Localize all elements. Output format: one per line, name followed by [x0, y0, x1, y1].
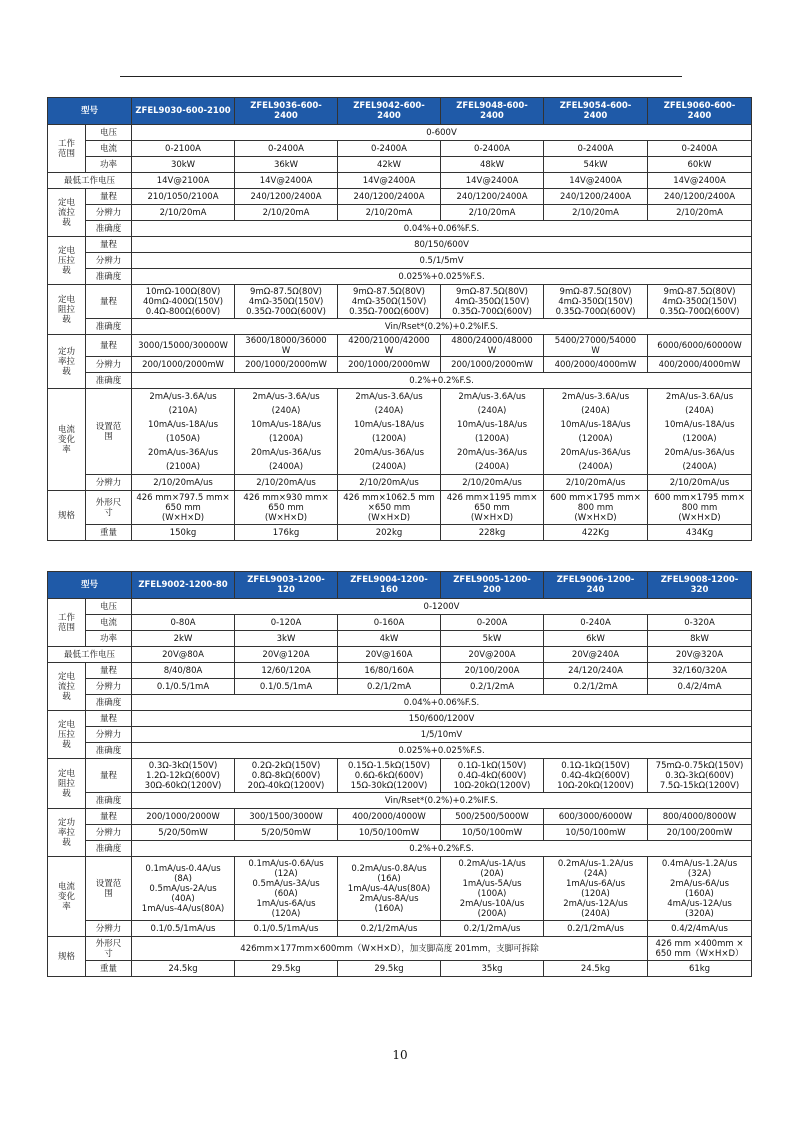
row-label: 功率 — [86, 157, 132, 173]
row-label: 分辨力 — [86, 205, 132, 221]
cell: 0.2Ω-2kΩ(150V) 0.8Ω-8kΩ(600V) 20Ω-40kΩ(1200V) — [235, 759, 338, 793]
row-label: 重量 — [86, 525, 132, 541]
cell: 150kg — [132, 525, 235, 541]
cell: 54kW — [544, 157, 648, 173]
model-name: ZFEL9005-1200- 200 — [441, 572, 544, 599]
header-row — [48, 98, 752, 125]
cell: 0.5/1/5mV — [132, 253, 752, 269]
cell: 14V@2400A — [338, 173, 441, 189]
cell: 6kW — [544, 631, 648, 647]
model-name: ZFEL9004-1200- 160 — [338, 572, 441, 599]
row-label: 量程 — [86, 335, 132, 357]
spec-table-600v — [47, 97, 752, 541]
table-row — [48, 711, 752, 727]
cell: 200/1000/2000mW — [338, 357, 441, 373]
top-rule — [120, 76, 682, 77]
row-label: 分辨力 — [86, 253, 132, 269]
cell: 12/60/120A — [235, 663, 338, 679]
group-label: 工作 范围 — [48, 125, 86, 173]
table-row — [48, 857, 752, 921]
table-row — [48, 173, 752, 189]
cell: 0-2400A — [441, 141, 544, 157]
table-row — [48, 793, 752, 809]
cell: 2/10/20mA/us — [235, 475, 338, 491]
group-label: 定电 压拉 载 — [48, 711, 86, 759]
table-row — [48, 357, 752, 373]
spec-table-1200v — [47, 571, 752, 977]
table-row — [48, 125, 752, 141]
cell: 30kW — [132, 157, 235, 173]
cell: 9mΩ-87.5Ω(80V) 4mΩ-350Ω(150V) 0.35Ω-700Ω(600V) — [544, 285, 648, 319]
group-label: 定电 流拉 载 — [48, 663, 86, 711]
table-row — [48, 475, 752, 491]
cell: 0-160A — [338, 615, 441, 631]
cell: 14V@2400A — [235, 173, 338, 189]
table-row — [48, 189, 752, 205]
cell: 0-200A — [441, 615, 544, 631]
cell: 240/1200/2400A — [338, 189, 441, 205]
cell: 4800/24000/48000 W — [441, 335, 544, 357]
table-row — [48, 269, 752, 285]
table-row — [48, 937, 752, 961]
cell: 0-80A — [132, 615, 235, 631]
row-label: 量程 — [86, 711, 132, 727]
model-name: ZFEL9036-600- 2400 — [235, 98, 338, 125]
table-row — [48, 141, 752, 157]
row-label: 电压 — [86, 599, 132, 615]
row-label: 准确度 — [86, 269, 132, 285]
cell: 200/1000/2000mW — [235, 357, 338, 373]
row-label: 准确度 — [86, 695, 132, 711]
cell: 200/1000/2000mW — [441, 357, 544, 373]
cell: 426 mm×930 mm× 650 mm (W×H×D) — [235, 491, 338, 525]
model-name: ZFEL9002-1200-80 — [132, 572, 235, 599]
cell: 0.2mA/us-1.2A/us (24A) 1mA/us-6A/us (120A) 2mA/us-12A/us (240A) — [544, 857, 648, 921]
table-row — [48, 759, 752, 793]
model-name: ZFEL9060-600- 2400 — [648, 98, 752, 125]
table-row — [48, 679, 752, 695]
cell: 240/1200/2400A — [441, 189, 544, 205]
cell: 2mA/us-3.6A/us (240A) 10mA/us-18A/us (1200A) 20mA/us-36A/us (2400A) — [235, 389, 338, 475]
group-label: 定电 压拉 载 — [48, 237, 86, 285]
cell: 2/10/20mA/us — [441, 475, 544, 491]
row-label: 外形尺 寸 — [86, 491, 132, 525]
cell: 0-240A — [544, 615, 648, 631]
cell: 0.1mA/us-0.4A/us (8A) 0.5mA/us-2A/us (40A) 1mA/us-4A/us(80A) — [132, 857, 235, 921]
table-row — [48, 491, 752, 525]
cell: 0.4mA/us-1.2A/us (32A) 2mA/us-6A/us (160A) 4mA/us-12A/us (320A) — [648, 857, 752, 921]
row-label: 量程 — [86, 237, 132, 253]
cell: 0.2/1/2mA — [441, 679, 544, 695]
cell: 20/100/200mW — [648, 825, 752, 841]
table-row — [48, 825, 752, 841]
group-label: 电流 变化 率 — [48, 389, 86, 491]
cell: 16/80/160A — [338, 663, 441, 679]
cell: 400/2000/4000W — [338, 809, 441, 825]
group-label: 定功 率拉 载 — [48, 809, 86, 857]
cell: 14V@2100A — [132, 173, 235, 189]
cell: 800/4000/8000W — [648, 809, 752, 825]
row-label: 分辨力 — [86, 679, 132, 695]
model-name: ZFEL9048-600- 2400 — [441, 98, 544, 125]
cell: 0.1Ω-1kΩ(150V) 0.4Ω-4kΩ(600V) 10Ω-20kΩ(1200V) — [544, 759, 648, 793]
table-row — [48, 841, 752, 857]
table-row — [48, 237, 752, 253]
row-label: 电流 — [86, 141, 132, 157]
cell: 0.1/0.5/1mA — [235, 679, 338, 695]
row-label: 设置范 围 — [86, 389, 132, 475]
cell: 0.025%+0.025%F.S. — [132, 269, 752, 285]
cell: 8kW — [648, 631, 752, 647]
table-row — [48, 205, 752, 221]
cell: 20/100/200A — [441, 663, 544, 679]
cell: 4kW — [338, 631, 441, 647]
cell: 0.04%+0.06%F.S. — [132, 695, 752, 711]
cell: 0.15Ω-1.5kΩ(150V) 0.6Ω-6kΩ(600V) 15Ω-30kΩ(1200V) — [338, 759, 441, 793]
cell: 0.4/2/4mA — [648, 679, 752, 695]
cell: 0.1/0.5/1mA/us — [235, 921, 338, 937]
table-row — [48, 285, 752, 319]
cell: 400/2000/4000mW — [648, 357, 752, 373]
cell: 24/120/240A — [544, 663, 648, 679]
cell: 0.1/0.5/1mA — [132, 679, 235, 695]
cell: 2kW — [132, 631, 235, 647]
table-row — [48, 373, 752, 389]
cell: 426 mm×1195 mm× 650 mm (W×H×D) — [441, 491, 544, 525]
table-row — [48, 157, 752, 173]
row-label: 准确度 — [86, 221, 132, 237]
cell: 20V@200A — [441, 647, 544, 663]
group-label: 工作 范围 — [48, 599, 86, 647]
cell: 0-2400A — [648, 141, 752, 157]
voltage-value: 0-1200V — [132, 599, 752, 615]
cell: 20V@120A — [235, 647, 338, 663]
cell: 426mm×177mm×600mm（W×H×D），加支脚高度 201mm，支脚可拆除 — [132, 937, 648, 961]
cell: 3000/15000/30000W — [132, 335, 235, 357]
row-label: 最低工作电压 — [48, 647, 132, 663]
row-label: 准确度 — [86, 319, 132, 335]
group-label: 规格 — [48, 491, 86, 541]
cell: 10/50/100mW — [441, 825, 544, 841]
row-label: 量程 — [86, 285, 132, 319]
cell: 29.5kg — [338, 961, 441, 977]
row-label: 外形尺 寸 — [86, 937, 132, 961]
cell: 32/160/320A — [648, 663, 752, 679]
cell: 500/2500/5000W — [441, 809, 544, 825]
model-name: ZFEL9042-600- 2400 — [338, 98, 441, 125]
cell: 10/50/100mW — [338, 825, 441, 841]
table-row — [48, 599, 752, 615]
cell: 5kW — [441, 631, 544, 647]
group-label: 定电 阻拉 载 — [48, 759, 86, 809]
cell: 2/10/20mA/us — [338, 475, 441, 491]
cell: 176kg — [235, 525, 338, 541]
cell: 0.3Ω-3kΩ(150V) 1.2Ω-12kΩ(600V) 30Ω-60kΩ(1200V) — [132, 759, 235, 793]
model-name: ZFEL9006-1200- 240 — [544, 572, 648, 599]
table-row — [48, 961, 752, 977]
cell: 3kW — [235, 631, 338, 647]
cell: 0.2mA/us-1A/us (20A) 1mA/us-5A/us (100A) 2mA/us-10A/us (200A) — [441, 857, 544, 921]
model-name: ZFEL9030-600-2100 — [132, 98, 235, 125]
cell: 200/1000/2000mW — [132, 357, 235, 373]
cell: 3600/18000/36000 W — [235, 335, 338, 357]
cell: 426 mm×797.5 mm× 650 mm (W×H×D) — [132, 491, 235, 525]
cell: 0-2100A — [132, 141, 235, 157]
cell: 150/600/1200V — [132, 711, 752, 727]
cell: 0-2400A — [235, 141, 338, 157]
table-row — [48, 631, 752, 647]
cell: 200/1000/2000W — [132, 809, 235, 825]
cell: 0.04%+0.06%F.S. — [132, 221, 752, 237]
cell: 202kg — [338, 525, 441, 541]
cell: 0.2/1/2mA/us — [338, 921, 441, 937]
row-label: 分辨力 — [86, 727, 132, 743]
row-label: 量程 — [86, 809, 132, 825]
cell: 0-2400A — [544, 141, 648, 157]
cell: 2mA/us-3.6A/us (240A) 10mA/us-18A/us (1200A) 20mA/us-36A/us (2400A) — [648, 389, 752, 475]
table-row — [48, 221, 752, 237]
cell: 14V@2400A — [544, 173, 648, 189]
cell: 20V@160A — [338, 647, 441, 663]
cell: 20V@240A — [544, 647, 648, 663]
table-row — [48, 743, 752, 759]
group-label: 定电 阻拉 载 — [48, 285, 86, 335]
row-label: 量程 — [86, 759, 132, 793]
row-label: 分辨力 — [86, 475, 132, 491]
cell: 0-320A — [648, 615, 752, 631]
cell: 240/1200/2400A — [235, 189, 338, 205]
row-label: 分辨力 — [86, 357, 132, 373]
cell: 426 mm ×400mm × 650 mm（W×H×D） — [648, 937, 752, 961]
cell: 10mΩ-100Ω(80V) 40mΩ-400Ω(150V) 0.4Ω-800Ω(600V) — [132, 285, 235, 319]
cell: 8/40/80A — [132, 663, 235, 679]
cell: 2/10/20mA — [544, 205, 648, 221]
cell: 0.2/1/2mA — [338, 679, 441, 695]
table-row — [48, 727, 752, 743]
cell: 36kW — [235, 157, 338, 173]
cell: 0.2%+0.2%F.S. — [132, 841, 752, 857]
cell: 2mA/us-3.6A/us (240A) 10mA/us-18A/us (1200A) 20mA/us-36A/us (2400A) — [338, 389, 441, 475]
cell: 2/10/20mA — [132, 205, 235, 221]
cell: 5400/27000/54000 W — [544, 335, 648, 357]
cell: 426 mm×1062.5 mm ×650 mm (W×H×D) — [338, 491, 441, 525]
cell: 29.5kg — [235, 961, 338, 977]
table-row — [48, 319, 752, 335]
cell: 9mΩ-87.5Ω(80V) 4mΩ-350Ω(150V) 0.35Ω-700Ω(600V) — [235, 285, 338, 319]
cell: 48kW — [441, 157, 544, 173]
cell: 434Kg — [648, 525, 752, 541]
row-label: 准确度 — [86, 373, 132, 389]
cell: 9mΩ-87.5Ω(80V) 4mΩ-350Ω(150V) 0.35Ω-700Ω(600V) — [441, 285, 544, 319]
cell: 2/10/20mA — [441, 205, 544, 221]
cell: 300/1500/3000W — [235, 809, 338, 825]
model-name: ZFEL9054-600- 2400 — [544, 98, 648, 125]
cell: 14V@2400A — [441, 173, 544, 189]
cell: 0.1Ω-1kΩ(150V) 0.4Ω-4kΩ(600V) 10Ω-20kΩ(1200V) — [441, 759, 544, 793]
row-label: 功率 — [86, 631, 132, 647]
cell: 61kg — [648, 961, 752, 977]
page-number: 10 — [392, 1048, 408, 1062]
cell: 0.2mA/us-0.8A/us (16A) 1mA/us-4A/us(80A) 2mA/us-8A/us (160A) — [338, 857, 441, 921]
cell: 35kg — [441, 961, 544, 977]
row-label: 准确度 — [86, 841, 132, 857]
voltage-value: 0-600V — [132, 125, 752, 141]
cell: 2/10/20mA/us — [132, 475, 235, 491]
cell: 0.4/2/4mA/us — [648, 921, 752, 937]
cell: 2/10/20mA — [648, 205, 752, 221]
table-row — [48, 525, 752, 541]
group-label: 电流 变化 率 — [48, 857, 86, 937]
cell: 42kW — [338, 157, 441, 173]
cell: 4200/21000/42000 W — [338, 335, 441, 357]
cell: 228kg — [441, 525, 544, 541]
cell: 240/1200/2400A — [544, 189, 648, 205]
cell: 2/10/20mA — [235, 205, 338, 221]
row-label: 设置范 围 — [86, 857, 132, 921]
cell: 2mA/us-3.6A/us (240A) 10mA/us-18A/us (1200A) 20mA/us-36A/us (2400A) — [544, 389, 648, 475]
cell: 2/10/20mA/us — [544, 475, 648, 491]
group-label: 定电 流拉 载 — [48, 189, 86, 237]
table-row — [48, 809, 752, 825]
row-label: 重量 — [86, 961, 132, 977]
row-label: 电流 — [86, 615, 132, 631]
cell: 14V@2400A — [648, 173, 752, 189]
model-name: ZFEL9008-1200- 320 — [648, 572, 752, 599]
row-label: 量程 — [86, 189, 132, 205]
cell: 5/20/50mW — [132, 825, 235, 841]
row-label: 分辨力 — [86, 921, 132, 937]
row-label: 准确度 — [86, 793, 132, 809]
cell: 20V@320A — [648, 647, 752, 663]
cell: 0.2%+0.2%F.S. — [132, 373, 752, 389]
cell: 210/1050/2100A — [132, 189, 235, 205]
cell: 5/20/50mW — [235, 825, 338, 841]
row-label: 准确度 — [86, 743, 132, 759]
cell: 75mΩ-0.75kΩ(150V) 0.3Ω-3kΩ(600V) 7.5Ω-15kΩ(1200V) — [648, 759, 752, 793]
cell: 240/1200/2400A — [648, 189, 752, 205]
cell: 0-120A — [235, 615, 338, 631]
cell: 24.5kg — [544, 961, 648, 977]
cell: 1/5/10mV — [132, 727, 752, 743]
group-label: 规格 — [48, 937, 86, 977]
table-row — [48, 921, 752, 937]
group-label: 定功 率拉 载 — [48, 335, 86, 389]
cell: 600 mm×1795 mm× 800 mm (W×H×D) — [544, 491, 648, 525]
row-label: 分辨力 — [86, 825, 132, 841]
cell: 0.025%+0.025%F.S. — [132, 743, 752, 759]
cell: 0.1/0.5/1mA/us — [132, 921, 235, 937]
cell: 2/10/20mA/us — [648, 475, 752, 491]
model-header: 型号 — [48, 98, 132, 125]
cell: Vin/Rset*(0.2%)+0.2%IF.S. — [132, 793, 752, 809]
model-name: ZFEL9003-1200- 120 — [235, 572, 338, 599]
cell: 0.2/1/2mA/us — [544, 921, 648, 937]
cell: 600/3000/6000W — [544, 809, 648, 825]
row-label: 电压 — [86, 125, 132, 141]
row-label: 量程 — [86, 663, 132, 679]
cell: 2mA/us-3.6A/us (240A) 10mA/us-18A/us (1200A) 20mA/us-36A/us (2400A) — [441, 389, 544, 475]
cell: 2/10/20mA — [338, 205, 441, 221]
cell: 0.2/1/2mA/us — [441, 921, 544, 937]
cell: 400/2000/4000mW — [544, 357, 648, 373]
cell: 10/50/100mW — [544, 825, 648, 841]
table-row — [48, 695, 752, 711]
cell: 0.1mA/us-0.6A/us (12A) 0.5mA/us-3A/us (60A) 1mA/us-6A/us (120A) — [235, 857, 338, 921]
cell: 0.2/1/2mA — [544, 679, 648, 695]
cell: 422Kg — [544, 525, 648, 541]
cell: 20V@80A — [132, 647, 235, 663]
header-row — [48, 572, 752, 599]
cell: Vin/Rset*(0.2%)+0.2%IF.S. — [132, 319, 752, 335]
table-row — [48, 663, 752, 679]
table-row — [48, 335, 752, 357]
cell: 60kW — [648, 157, 752, 173]
table-row — [48, 389, 752, 475]
cell: 600 mm×1795 mm× 800 mm (W×H×D) — [648, 491, 752, 525]
row-label: 最低工作电压 — [48, 173, 132, 189]
cell: 9mΩ-87.5Ω(80V) 4mΩ-350Ω(150V) 0.35Ω-700Ω(600V) — [338, 285, 441, 319]
cell: 80/150/600V — [132, 237, 752, 253]
table-row — [48, 253, 752, 269]
cell: 24.5kg — [132, 961, 235, 977]
cell: 6000/6000/60000W — [648, 335, 752, 357]
cell: 0-2400A — [338, 141, 441, 157]
table-row — [48, 615, 752, 631]
cell: 9mΩ-87.5Ω(80V) 4mΩ-350Ω(150V) 0.35Ω-700Ω(600V) — [648, 285, 752, 319]
table-row — [48, 647, 752, 663]
model-header: 型号 — [48, 572, 132, 599]
cell: 2mA/us-3.6A/us (210A) 10mA/us-18A/us (1050A) 20mA/us-36A/us (2100A) — [132, 389, 235, 475]
